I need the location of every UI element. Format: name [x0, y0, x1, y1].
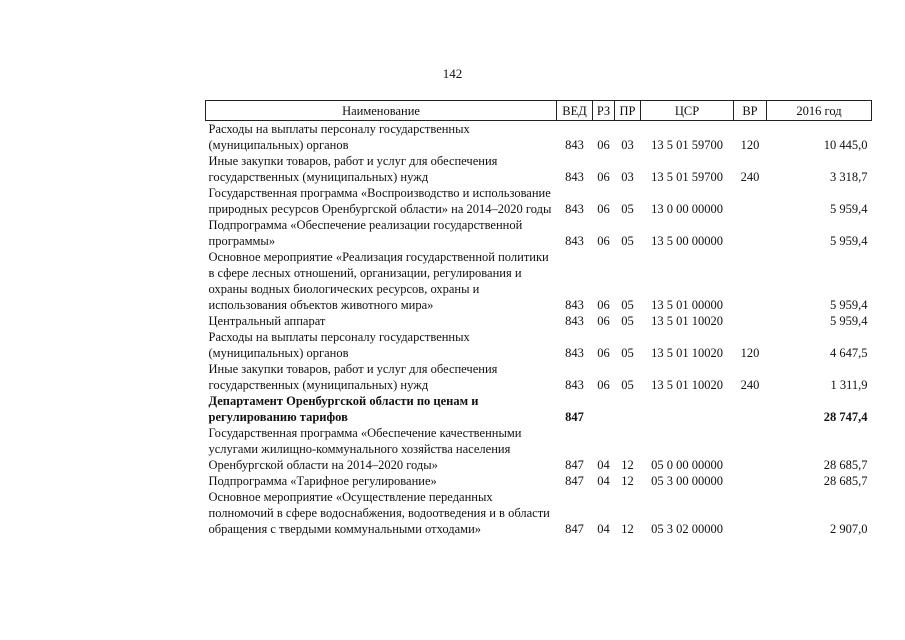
table-row — [206, 249, 872, 313]
cell-csr: 13 5 01 00000 — [651, 298, 723, 312]
cell-ved: 843 — [565, 346, 584, 360]
cell-pr: 05 — [621, 346, 634, 360]
cell-amount: 28 685,7 — [823, 458, 868, 472]
cell-name: Государственная программа «Обеспечение качественными услугами жилищно-коммунального хозяйства населения Оренбургской области на 2014–2020 годы» — [208, 426, 522, 472]
cell-pr: 12 — [621, 474, 634, 488]
cell-pr: 05 — [621, 378, 634, 392]
cell-rz — [593, 393, 615, 425]
table-row — [206, 329, 872, 361]
table-header-row — [206, 101, 872, 121]
table-row — [206, 153, 872, 185]
cell-rz: 06 — [597, 202, 610, 216]
table-row — [206, 313, 872, 329]
cell-name: Подпрограмма «Обеспечение реализации государственной программы» — [208, 218, 523, 248]
cell-csr: 13 5 01 10020 — [651, 378, 723, 392]
table-row — [206, 473, 872, 489]
cell-ved: 847 — [565, 410, 584, 424]
cell-csr: 13 5 01 59700 — [651, 170, 723, 184]
cell-csr — [641, 393, 734, 425]
cell-name: Расходы на выплаты персоналу государственных (муниципальных) органов — [208, 122, 470, 152]
cell-amount: 5 959,4 — [830, 314, 868, 328]
cell-name: Иные закупки товаров, работ и услуг для обеспечения государственных (муниципальных) нужд — [208, 362, 498, 392]
cell-rz: 04 — [597, 458, 610, 472]
cell-csr: 05 0 00 00000 — [651, 458, 723, 472]
cell-amount: 28 685,7 — [823, 474, 868, 488]
cell-csr: 13 0 00 00000 — [651, 202, 723, 216]
cell-pr: 05 — [621, 202, 634, 216]
cell-name: Центральный аппарат — [208, 314, 326, 328]
cell-rz: 06 — [597, 314, 610, 328]
cell-amount: 1 311,9 — [830, 378, 868, 392]
cell-vr: 120 — [740, 346, 760, 360]
cell-rz: 06 — [597, 138, 610, 152]
cell-vr: 240 — [740, 170, 760, 184]
cell-ved: 847 — [565, 458, 584, 472]
cell-ved: 843 — [565, 378, 584, 392]
cell-name: Департамент Оренбургской области по ценам и регулированию тарифов — [208, 394, 479, 424]
cell-vr: 240 — [740, 378, 760, 392]
cell-csr: 05 3 00 00000 — [651, 474, 723, 488]
cell-vr — [734, 313, 767, 329]
cell-vr — [734, 393, 767, 425]
cell-ved: 843 — [565, 170, 584, 184]
cell-vr — [734, 473, 767, 489]
cell-rz: 06 — [597, 234, 610, 248]
cell-vr — [734, 185, 767, 217]
budget-table — [205, 100, 872, 537]
header-csr: ЦСР — [641, 101, 734, 121]
cell-csr: 05 3 02 00000 — [651, 522, 723, 536]
cell-name: Государственная программа «Воспроизводство и использование природных ресурсов Оренбургской области» на 2014–2020 годы — [208, 186, 552, 216]
table-row — [206, 121, 872, 154]
cell-pr — [615, 393, 641, 425]
cell-rz: 04 — [597, 522, 610, 536]
cell-amount: 4 647,5 — [830, 346, 868, 360]
header-vr: ВР — [734, 101, 767, 121]
table-row — [206, 185, 872, 217]
cell-ved: 843 — [565, 234, 584, 248]
header-year: 2016 год — [767, 101, 872, 121]
cell-csr: 13 5 01 10020 — [651, 346, 723, 360]
cell-ved: 847 — [565, 522, 584, 536]
header-ved: ВЕД — [557, 101, 593, 121]
cell-pr: 12 — [621, 458, 634, 472]
cell-csr: 13 5 01 59700 — [651, 138, 723, 152]
cell-ved: 847 — [565, 474, 584, 488]
cell-pr: 12 — [621, 522, 634, 536]
cell-rz: 06 — [597, 170, 610, 184]
cell-ved: 843 — [565, 298, 584, 312]
cell-pr: 05 — [621, 234, 634, 248]
cell-ved: 843 — [565, 314, 584, 328]
cell-rz: 06 — [597, 346, 610, 360]
cell-rz: 06 — [597, 378, 610, 392]
cell-ved: 843 — [565, 202, 584, 216]
cell-csr: 13 5 00 00000 — [651, 234, 723, 248]
table-body — [206, 121, 872, 538]
cell-amount: 2 907,0 — [830, 522, 868, 536]
page-number: 142 — [442, 66, 463, 81]
table-row — [206, 489, 872, 537]
cell-vr: 120 — [740, 138, 760, 152]
cell-name: Расходы на выплаты персоналу государственных (муниципальных) органов — [208, 330, 470, 360]
cell-amount: 5 959,4 — [830, 298, 868, 312]
table-row — [206, 393, 872, 425]
cell-name: Подпрограмма «Тарифное регулирование» — [208, 474, 437, 488]
cell-vr — [734, 425, 767, 473]
cell-amount: 3 318,7 — [830, 170, 868, 184]
cell-name: Иные закупки товаров, работ и услуг для обеспечения государственных (муниципальных) нужд — [208, 154, 498, 184]
cell-pr: 05 — [621, 298, 634, 312]
cell-rz: 04 — [597, 474, 610, 488]
table-row — [206, 361, 872, 393]
cell-rz: 06 — [597, 298, 610, 312]
cell-name: Основное мероприятие «Реализация государственной политики в сфере лесных отношений, организации, регулирования и охраны водных биологических ресурсов, охраны и использования объектов животного мира» — [208, 250, 549, 312]
cell-vr — [734, 489, 767, 537]
header-pr: ПР — [615, 101, 641, 121]
header-rz: РЗ — [593, 101, 615, 121]
cell-amount: 5 959,4 — [830, 202, 868, 216]
cell-amount: 5 959,4 — [830, 234, 868, 248]
table-row — [206, 425, 872, 473]
cell-amount: 28 747,4 — [823, 410, 868, 424]
cell-vr — [734, 249, 767, 313]
cell-pr: 05 — [621, 314, 634, 328]
cell-pr: 03 — [621, 170, 634, 184]
table-row — [206, 217, 872, 249]
cell-amount: 10 445,0 — [823, 138, 868, 152]
cell-pr: 03 — [621, 138, 634, 152]
cell-vr — [734, 217, 767, 249]
header-name: Наименование — [206, 101, 557, 121]
cell-csr: 13 5 01 10020 — [651, 314, 723, 328]
cell-name: Основное мероприятие «Осуществление переданных полномочий в сфере водоснабжения, водоотведения и в области обращения с твердыми коммунальными отходами» — [208, 490, 550, 536]
cell-ved: 843 — [565, 138, 584, 152]
